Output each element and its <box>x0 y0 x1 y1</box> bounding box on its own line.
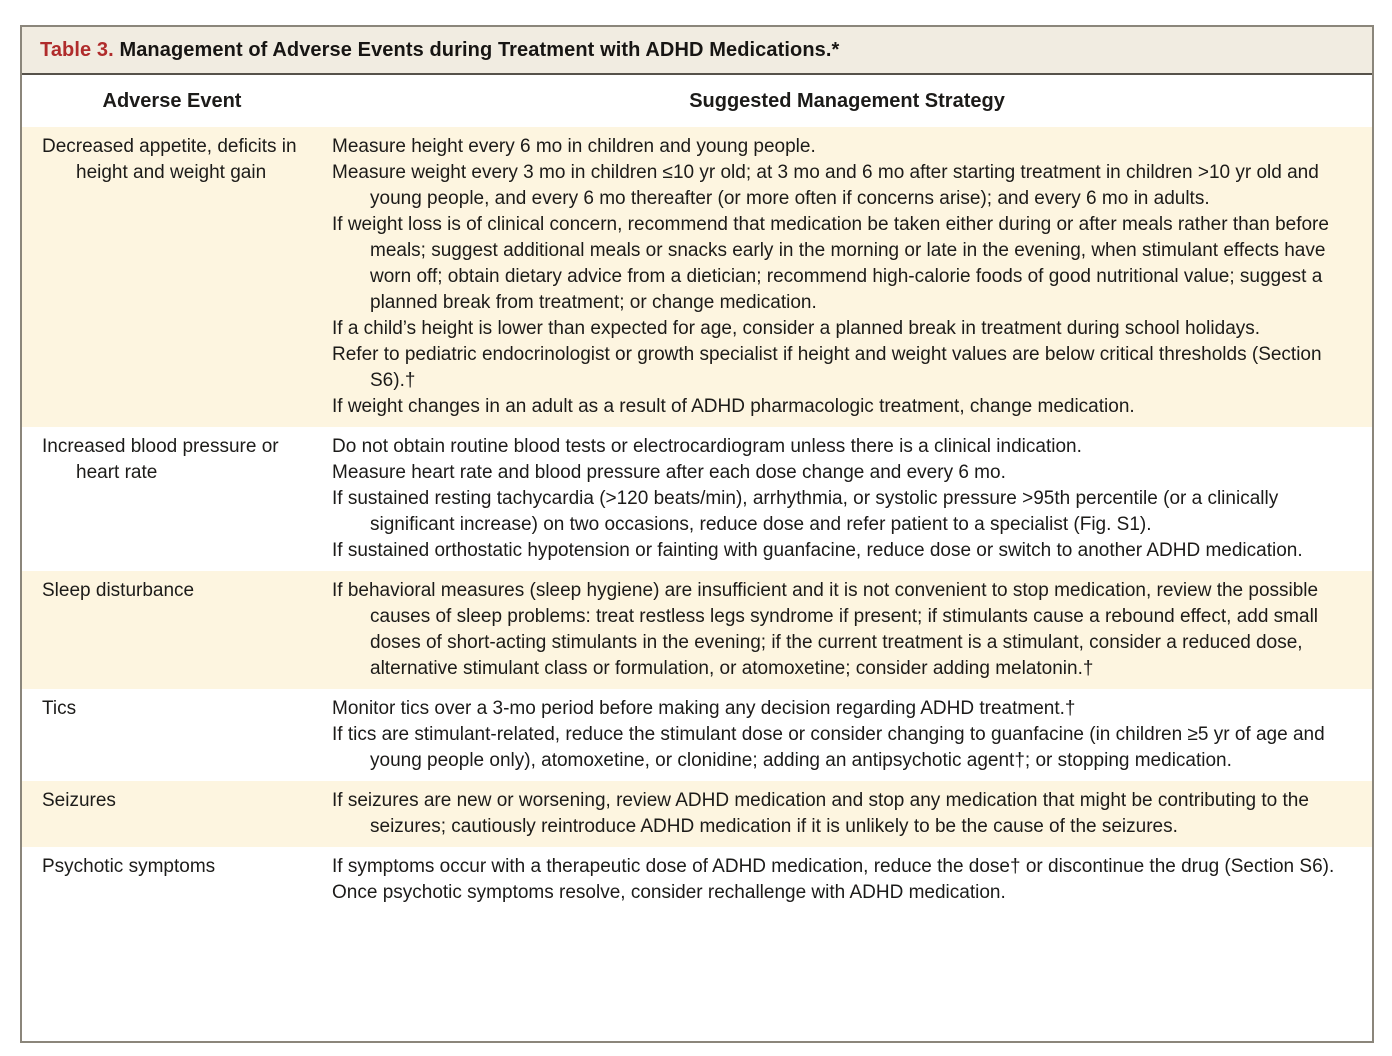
adverse-event-label: Decreased appetite, deficits in height and weight gain <box>42 136 297 183</box>
strategy-cell <box>322 781 1372 847</box>
strategy-item: Refer to pediatric endocrinologist or growth specialist if height and weight values are below critical thresholds (Section S6).† <box>332 344 1322 391</box>
strategy-item: If sustained orthostatic hypotension or fainting with guanfacine, reduce dose or switch to another ADHD medication. <box>332 540 1303 561</box>
table-row <box>22 847 1372 913</box>
strategy-item: If weight changes in an adult as a result of ADHD pharmacologic treatment, change medication. <box>332 396 1135 417</box>
strategy-item: Once psychotic symptoms resolve, consider rechallenge with ADHD medication. <box>332 882 1006 903</box>
table-row <box>22 571 1372 689</box>
strategy-item: Monitor tics over a 3-mo period before making any decision regarding ADHD treatment.† <box>332 698 1076 719</box>
table-header-row <box>22 75 1372 127</box>
strategy-cell <box>322 427 1372 571</box>
adverse-event-cell <box>22 689 322 781</box>
adverse-event-label: Tics <box>42 698 77 719</box>
table-row <box>22 781 1372 847</box>
table3-frame <box>20 25 1374 1043</box>
strategy-item: If a child’s height is lower than expected for age, consider a planned break in treatment during school holidays. <box>332 318 1261 339</box>
strategy-item: Measure heart rate and blood pressure after each dose change and every 6 mo. <box>332 462 1006 483</box>
strategy-cell <box>322 689 1372 781</box>
adverse-event-label: Psychotic symptoms <box>42 856 216 877</box>
table-title <box>22 27 1372 75</box>
column-header-suggested-management-strategy: Suggested Management Strategy <box>689 90 1005 112</box>
table-row <box>22 127 1372 427</box>
strategy-item: If tics are stimulant-related, reduce the stimulant dose or consider changing to guanfacine (in children ≥5 yr of age and young people only), atomoxetine, or clonidine; adding an antipsychotic agent†; or stopping medication. <box>332 724 1325 771</box>
adverse-event-cell <box>22 781 322 847</box>
strategy-item: If symptoms occur with a therapeutic dose of ADHD medication, reduce the dose† or discontinue the drug (Section S6). <box>332 856 1335 877</box>
adverse-event-cell <box>22 847 322 913</box>
strategy-item: If behavioral measures (sleep hygiene) are insufficient and it is not convenient to stop medication, review the possible causes of sleep problems: treat restless legs syndrome if present; if stimulants cause a rebound effect, add small doses of short-acting stimulants in the evening; if the current treatment is a stimulant, consider a reduced dose, alternative stimulant class or formulation, or atomoxetine; consider adding melatonin.† <box>332 580 1319 679</box>
strategy-item: Measure height every 6 mo in children and young people. <box>332 136 816 157</box>
table-title-text: Management of Adverse Events during Treatment with ADHD Medications.* <box>113 39 840 61</box>
column-header-adverse-event: Adverse Event <box>102 90 242 112</box>
strategy-cell <box>322 127 1372 427</box>
adverse-event-label: Sleep disturbance <box>42 580 195 601</box>
table-number-label: Table 3. <box>40 39 114 61</box>
adverse-event-cell <box>22 127 322 427</box>
adverse-event-label: Increased blood pressure or heart rate <box>42 436 279 483</box>
strategy-cell <box>322 571 1372 689</box>
table-row <box>22 689 1372 781</box>
strategy-item: If sustained resting tachycardia (>120 beats/min), arrhythmia, or systolic pressure >95th percentile (or a clinically significant increase) on two occasions, reduce dose and refer patient to a specialist (Fig. S1). <box>332 488 1279 535</box>
adverse-event-cell <box>22 571 322 689</box>
adverse-event-cell <box>22 427 322 571</box>
table-row <box>22 427 1372 571</box>
strategy-item: If seizures are new or worsening, review ADHD medication and stop any medication that might be contributing to the seizures; cautiously reintroduce ADHD medication if it is unlikely to be the cause of the seizures. <box>332 790 1309 837</box>
strategy-item: Measure weight every 3 mo in children ≤10 yr old; at 3 mo and 6 mo after starting treatment in children >10 yr old and young people, and every 6 mo thereafter (or more often if concerns arise); and every 6 mo in adults. <box>332 162 1319 209</box>
strategy-cell <box>322 847 1372 913</box>
strategy-item: If weight loss is of clinical concern, recommend that medication be taken either during or after meals rather than before meals; suggest additional meals or snacks early in the morning or late in the evening, when stimulant effects have worn off; obtain dietary advice from a dietician; recommend high-calorie foods of good nutritional value; suggest a planned break from treatment; or change medication. <box>332 214 1329 313</box>
adverse-event-label: Seizures <box>42 790 116 811</box>
table-rows <box>22 127 1372 913</box>
strategy-item: Do not obtain routine blood tests or electrocardiogram unless there is a clinical indication. <box>332 436 1082 457</box>
